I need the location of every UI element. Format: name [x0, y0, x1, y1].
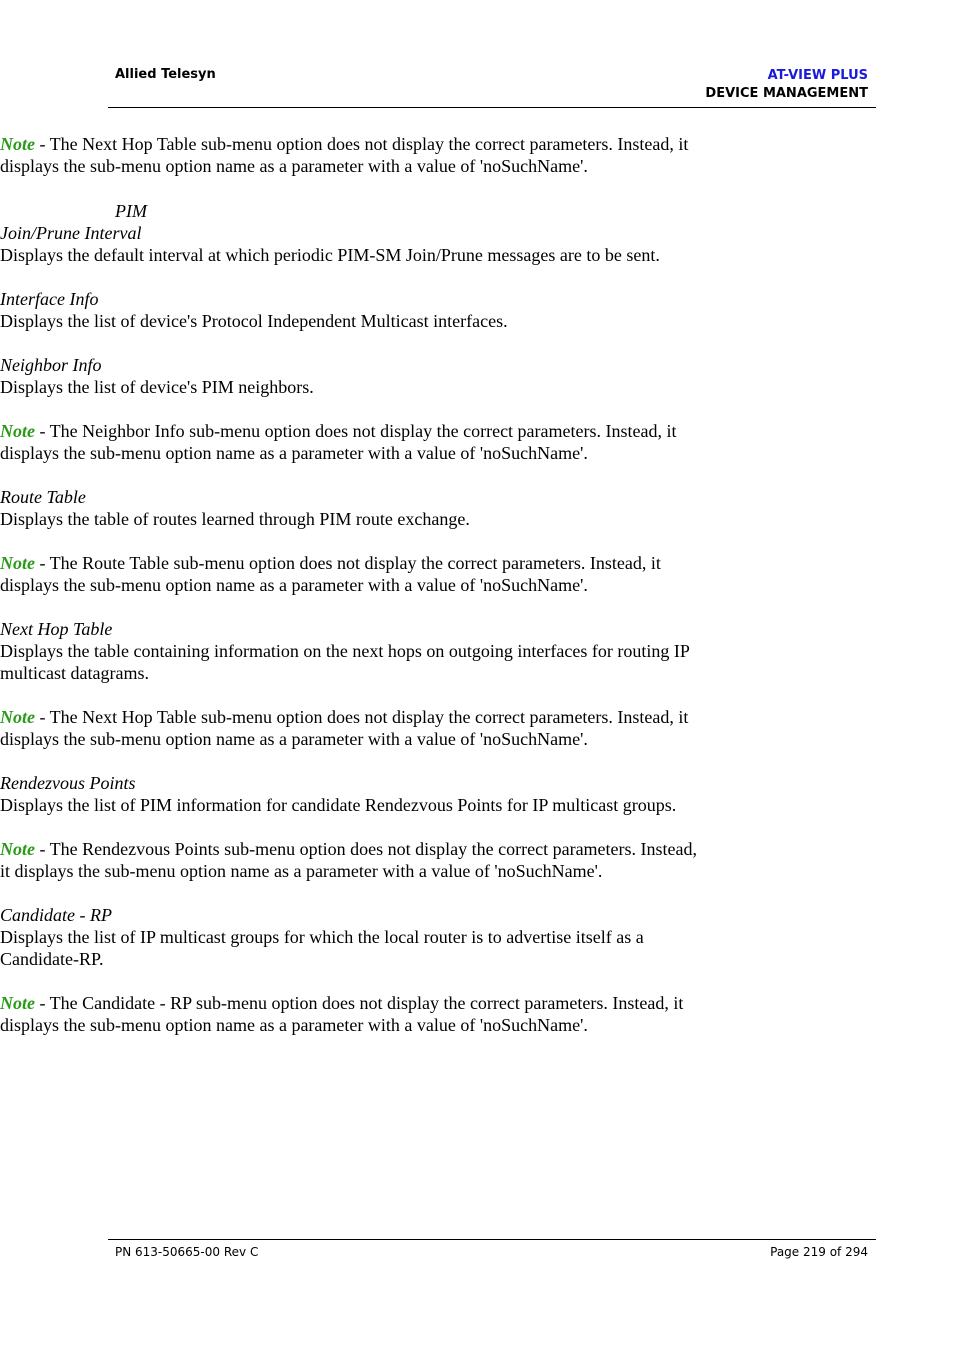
item-desc: Displays the default interval at which periodic PIM-SM Join/Prune messages are to be sent.	[0, 245, 660, 265]
item-term: Route Table	[0, 487, 86, 507]
note-route-table	[0, 552, 700, 596]
item-term: Rendezvous Points	[0, 773, 136, 793]
item-desc: Displays the table of routes learned through PIM route exchange.	[0, 509, 470, 529]
footer-page-number: Page 219 of 294	[770, 1245, 868, 1259]
header-company: Allied Telesyn	[115, 67, 216, 82]
item-route-table	[0, 486, 700, 530]
note-label: Note	[0, 839, 35, 859]
note-next-hop-table	[0, 706, 700, 750]
item-interface-info	[0, 288, 700, 332]
item-rendezvous-points	[0, 772, 700, 816]
note-rendezvous-points	[0, 838, 700, 882]
item-term: Interface Info	[0, 289, 99, 309]
header-product: AT-VIEW PLUS	[767, 68, 868, 83]
item-desc: Displays the list of device's PIM neighbors.	[0, 377, 314, 397]
item-candidate-rp	[0, 904, 700, 970]
item-desc: Displays the list of IP multicast groups for which the local router is to advertise itself as a Candidate-RP.	[0, 927, 644, 969]
note-text: - The Candidate - RP sub-menu option does not display the correct parameters. Instead, it displays the sub-menu option name as a parameter with a value of 'noSuchName'.	[0, 993, 684, 1035]
note-label: Note	[0, 553, 35, 573]
note-label: Note	[0, 421, 35, 441]
footer-rule	[108, 1239, 876, 1240]
header-section: DEVICE MANAGEMENT	[705, 86, 868, 101]
header-title	[705, 67, 868, 103]
item-term: Join/Prune Interval	[0, 223, 142, 243]
intro-note	[0, 133, 700, 177]
section-heading-pim: PIM	[115, 201, 147, 221]
note-text: - The Rendezvous Points sub-menu option does not display the correct parameters. Instead, it displays the sub-menu option name as a parameter with a value of 'noSuchName'.	[0, 839, 698, 881]
note-label: Note	[0, 134, 35, 154]
item-desc: Displays the list of device's Protocol Independent Multicast interfaces.	[0, 311, 508, 331]
item-term: Next Hop Table	[0, 619, 113, 639]
item-join-prune-interval	[0, 222, 700, 266]
item-next-hop-table	[0, 618, 700, 684]
note-neighbor-info	[0, 420, 700, 464]
note-text: - The Neighbor Info sub-menu option does not display the correct parameters. Instead, it displays the sub-menu option name as a parameter with a value of 'noSuchName'.	[0, 421, 677, 463]
note-text: - The Next Hop Table sub-menu option does not display the correct parameters. Instead, it displays the sub-menu option name as a parameter with a value of 'noSuchName'.	[0, 134, 689, 176]
footer-part-number: PN 613-50665-00 Rev C	[115, 1245, 259, 1259]
item-term: Neighbor Info	[0, 355, 102, 375]
item-desc: Displays the table containing information on the next hops on outgoing interfaces for routing IP multicast datagrams.	[0, 641, 690, 683]
note-label: Note	[0, 707, 35, 727]
note-text: - The Route Table sub-menu option does not display the correct parameters. Instead, it displays the sub-menu option name as a parameter with a value of 'noSuchName'.	[0, 553, 661, 595]
note-text: - The Next Hop Table sub-menu option does not display the correct parameters. Instead, it displays the sub-menu option name as a parameter with a value of 'noSuchName'.	[0, 707, 689, 749]
page-content	[0, 133, 954, 1058]
header-rule	[108, 107, 876, 108]
item-term: Candidate - RP	[0, 905, 112, 925]
item-neighbor-info	[0, 354, 700, 398]
item-desc: Displays the list of PIM information for candidate Rendezvous Points for IP multicast groups.	[0, 795, 677, 815]
note-candidate-rp	[0, 992, 700, 1036]
note-label: Note	[0, 993, 35, 1013]
